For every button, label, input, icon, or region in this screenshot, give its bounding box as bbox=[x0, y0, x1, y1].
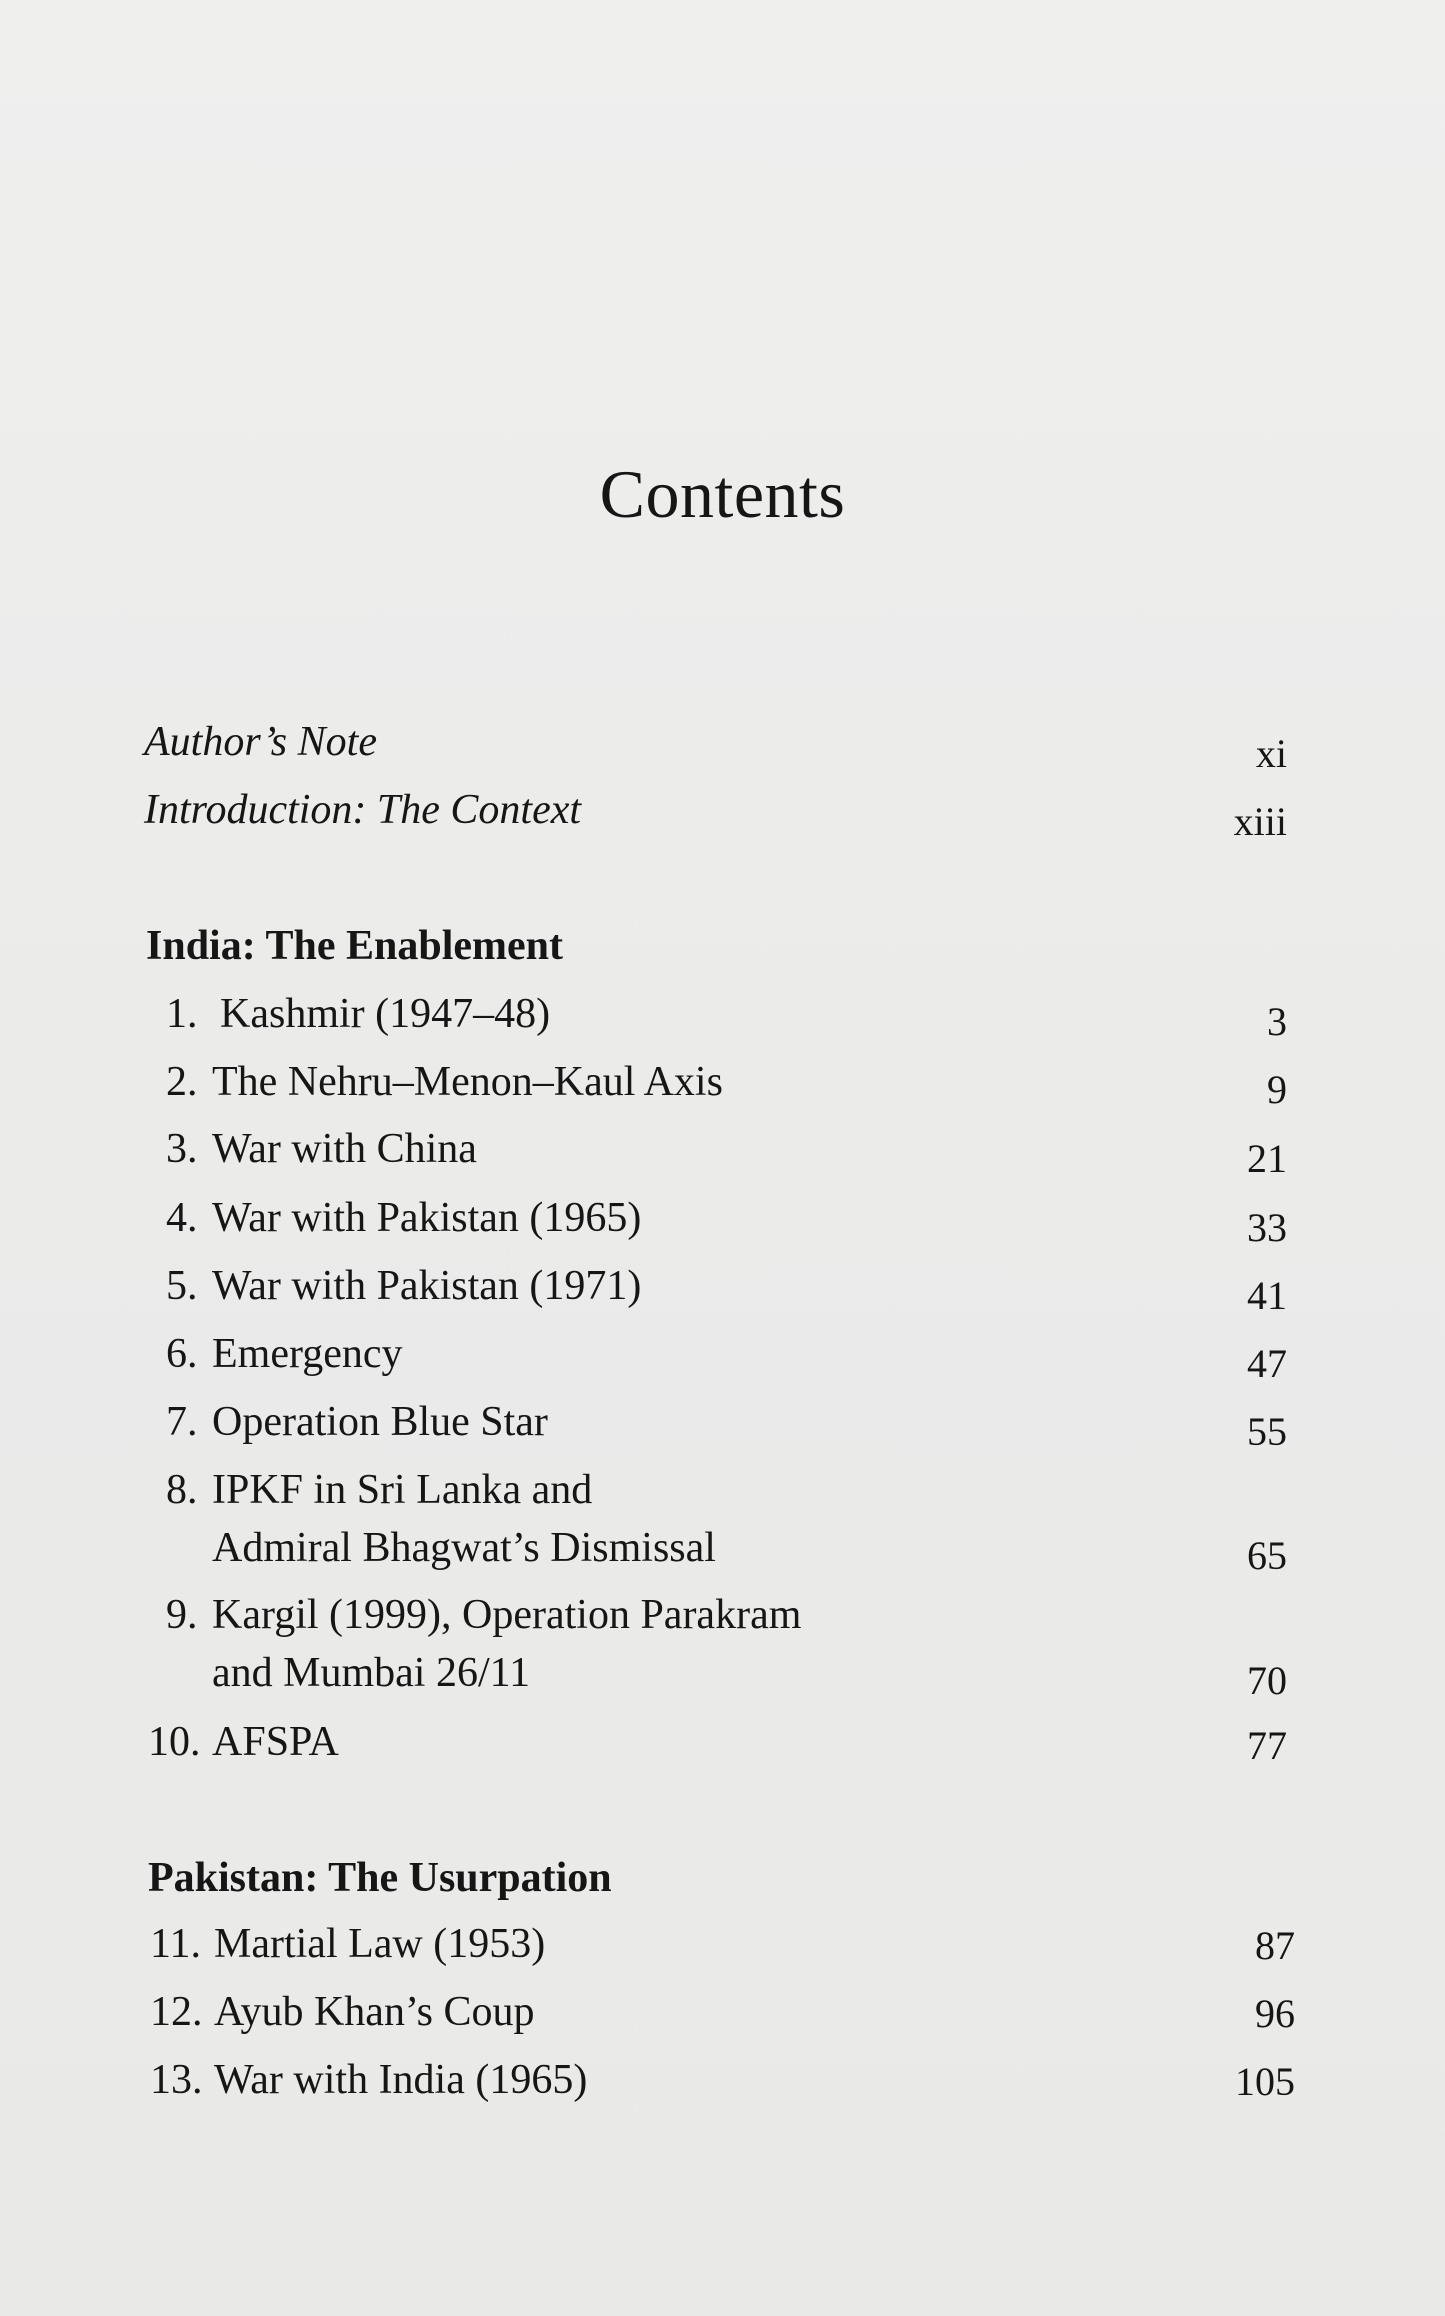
toc-entry-page: 70 bbox=[1247, 1658, 1287, 1703]
toc-entry-page: xiii bbox=[1233, 799, 1287, 844]
toc-entry-page: 41 bbox=[1247, 1273, 1287, 1318]
toc-entry-page: 9 bbox=[1267, 1067, 1287, 1112]
toc-entry-label: War with Pakistan (1971) bbox=[212, 1263, 642, 1309]
page-title: Contents bbox=[599, 456, 846, 532]
toc-entry-label: Kashmir (1947–48) bbox=[220, 991, 551, 1037]
toc-entry-label-line1: Kargil (1999), Operation Parakram bbox=[212, 1592, 802, 1638]
toc-entry-number: 10. bbox=[148, 1719, 201, 1765]
toc-entry-page: 65 bbox=[1247, 1533, 1287, 1578]
toc-entry[interactable] bbox=[0, 1190, 1445, 1250]
toc-entry-number: 13. bbox=[150, 2057, 203, 2103]
toc-entry-page: 3 bbox=[1267, 999, 1287, 1044]
toc-entry-label: Ayub Khan’s Coup bbox=[214, 1989, 535, 2035]
toc-entry-label-line1: IPKF in Sri Lanka and bbox=[212, 1467, 593, 1513]
toc-entry[interactable] bbox=[0, 1587, 1445, 1711]
toc-entry-label: AFSPA bbox=[212, 1719, 339, 1765]
toc-entry-label: War with Pakistan (1965) bbox=[212, 1195, 642, 1241]
toc-entry[interactable] bbox=[0, 2052, 1445, 2112]
toc-entry-number: 6. bbox=[166, 1331, 198, 1377]
toc-entry-label-line2: Admiral Bhagwat’s Dismissal bbox=[212, 1525, 716, 1571]
toc-entry-page: 77 bbox=[1247, 1723, 1287, 1768]
toc-entry-page: 33 bbox=[1247, 1205, 1287, 1250]
toc-entry-number: 1. bbox=[166, 991, 198, 1037]
toc-entry[interactable] bbox=[0, 1984, 1445, 2044]
toc-entry-page: 96 bbox=[1255, 1991, 1295, 2036]
toc-entry-label: War with China bbox=[212, 1126, 477, 1172]
toc-entry-page: xi bbox=[1255, 731, 1287, 776]
toc-entry-page: 47 bbox=[1247, 1341, 1287, 1386]
toc-entry[interactable] bbox=[0, 1916, 1445, 1976]
toc-entry-number: 11. bbox=[150, 1921, 201, 1967]
section-heading-pakistan: Pakistan: The Usurpation bbox=[148, 1855, 612, 1901]
toc-entry-label: Author’s Note bbox=[144, 719, 377, 765]
toc-entry-label: Emergency bbox=[212, 1331, 403, 1377]
toc-entry-introduction[interactable] bbox=[0, 782, 1445, 842]
toc-entry[interactable] bbox=[0, 1054, 1445, 1114]
toc-entry-number: 7. bbox=[166, 1399, 198, 1445]
toc-entry-label: Introduction: The Context bbox=[144, 787, 582, 833]
section-heading-india: India: The Enablement bbox=[146, 923, 563, 969]
toc-entry[interactable] bbox=[0, 1394, 1445, 1454]
toc-entry[interactable] bbox=[0, 1326, 1445, 1386]
toc-entry-page: 105 bbox=[1235, 2059, 1295, 2104]
toc-entry[interactable] bbox=[0, 1714, 1445, 1774]
toc-entry-page: 21 bbox=[1247, 1136, 1287, 1181]
toc-entry[interactable] bbox=[0, 1121, 1445, 1181]
toc-entry[interactable] bbox=[0, 1462, 1445, 1586]
toc-entry-number: 3. bbox=[166, 1126, 198, 1172]
toc-entry-number: 12. bbox=[150, 1989, 203, 2035]
toc-entry-label-line2: and Mumbai 26/11 bbox=[212, 1650, 531, 1696]
toc-entry-number: 5. bbox=[166, 1263, 198, 1309]
toc-entry-page: 87 bbox=[1255, 1923, 1295, 1968]
toc-entry-authors-note[interactable] bbox=[0, 714, 1445, 774]
toc-entry-number: 9. bbox=[166, 1592, 198, 1638]
toc-entry-label: Operation Blue Star bbox=[212, 1399, 548, 1445]
toc-entry-label: The Nehru–Menon–Kaul Axis bbox=[212, 1059, 723, 1105]
toc-entry[interactable] bbox=[0, 986, 1445, 1046]
toc-entry-number: 8. bbox=[166, 1467, 198, 1513]
toc-entry-number: 2. bbox=[166, 1059, 198, 1105]
toc-entry[interactable] bbox=[0, 1258, 1445, 1318]
toc-entry-label: War with India (1965) bbox=[214, 2057, 588, 2103]
toc-entry-label: Martial Law (1953) bbox=[214, 1921, 546, 1967]
toc-entry-page: 55 bbox=[1247, 1409, 1287, 1454]
toc-entry-number: 4. bbox=[166, 1195, 198, 1241]
